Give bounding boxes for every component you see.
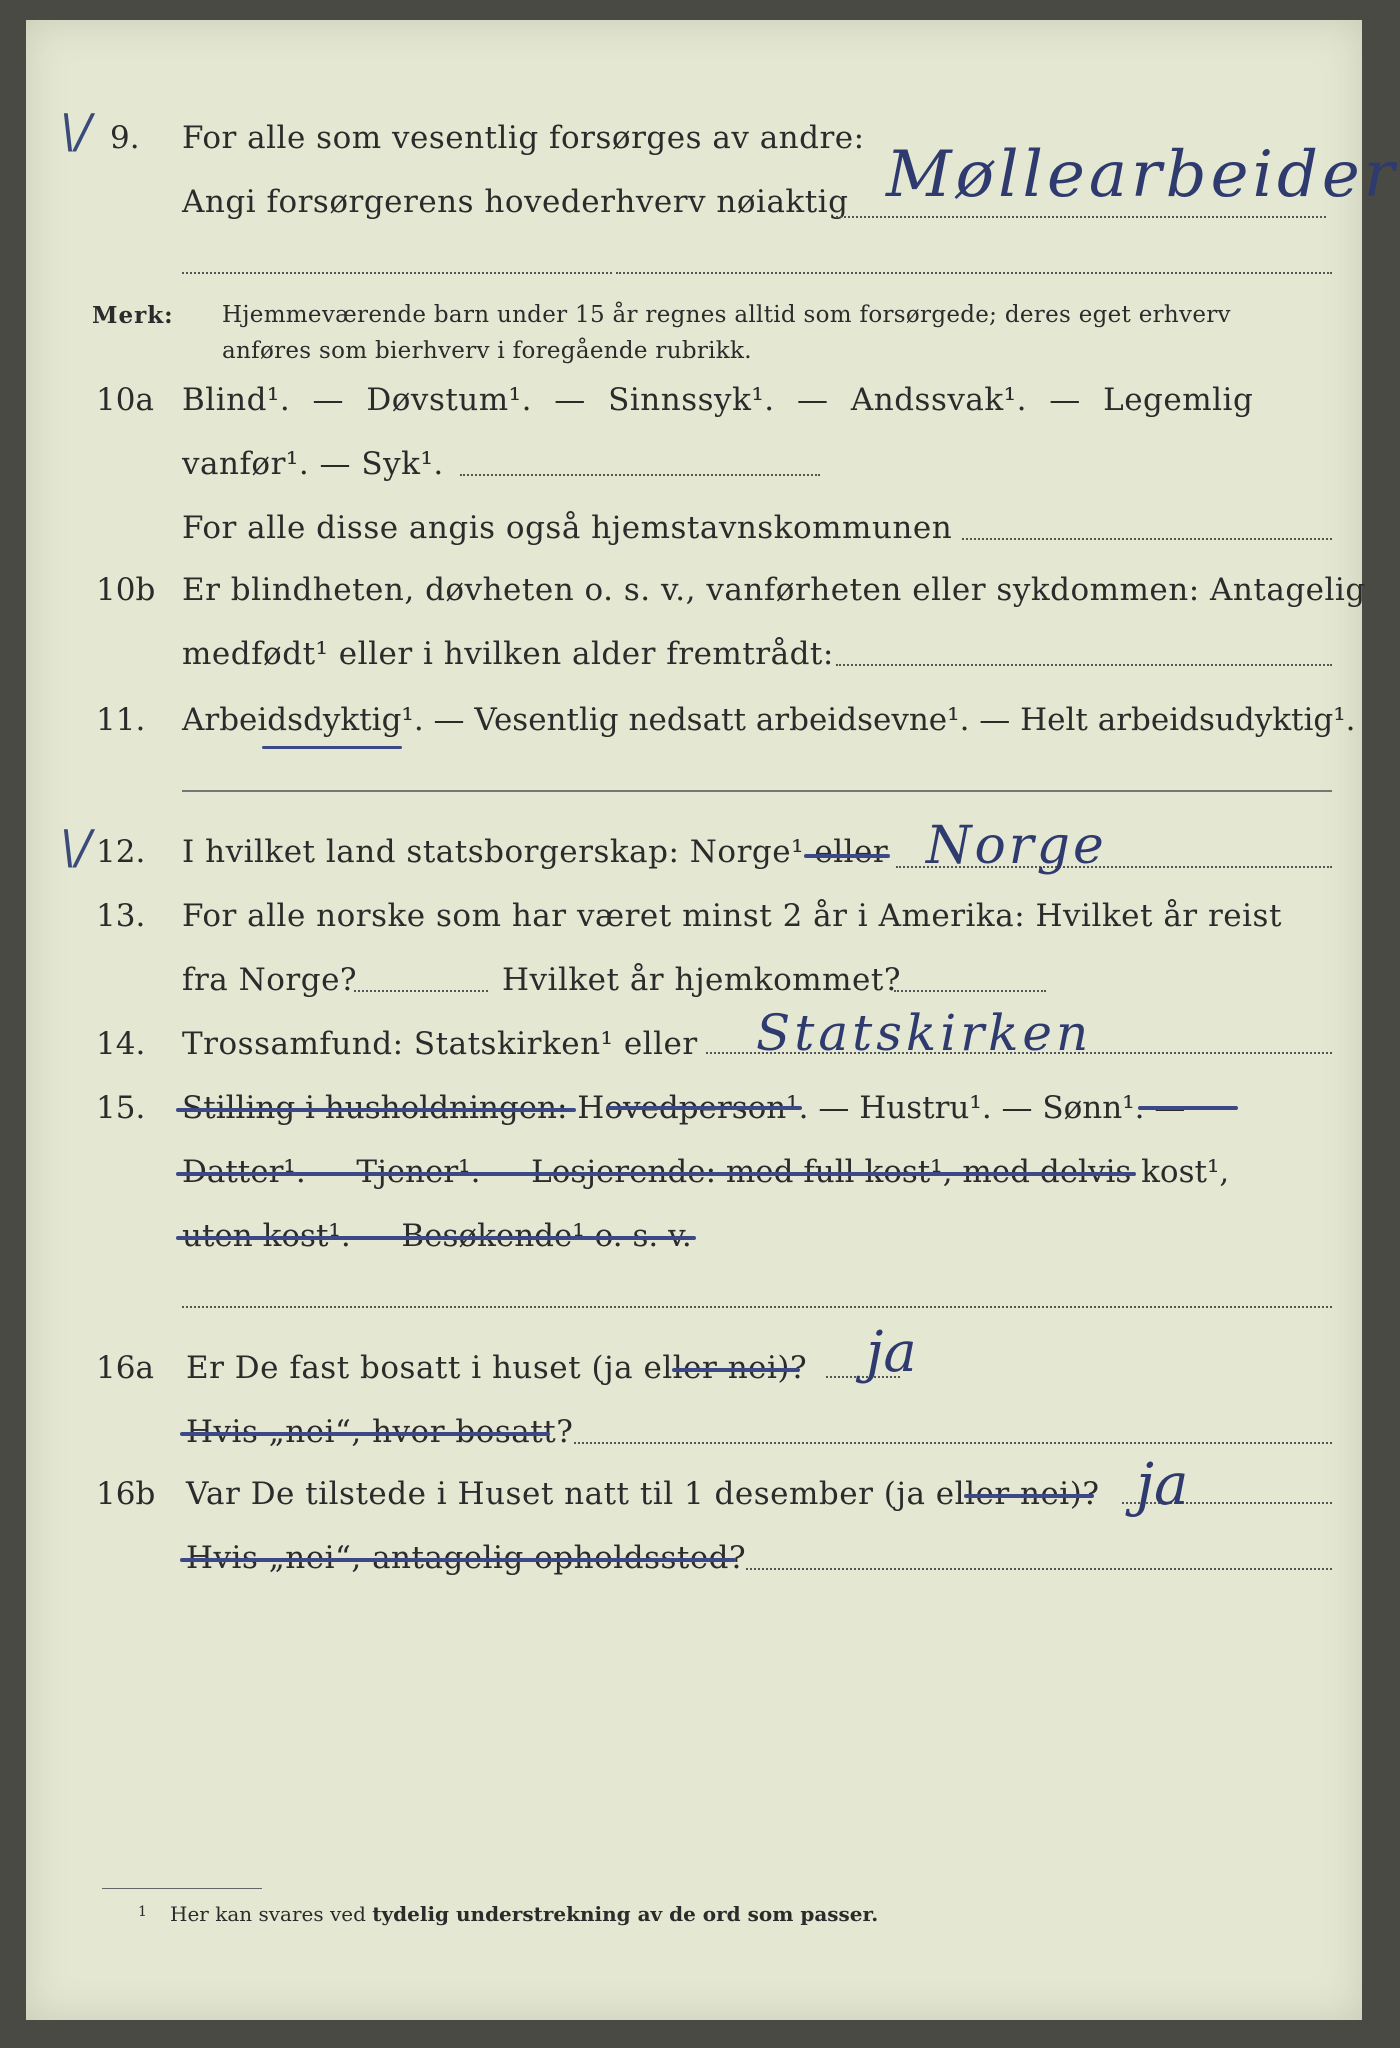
q9-second-line-left	[182, 272, 612, 274]
q15-strike-sonn	[1138, 1106, 1238, 1110]
q12-number: 12.	[96, 834, 146, 870]
q14-line1: Trossamfund: Statskirken¹ eller	[182, 1026, 698, 1062]
q16b-line2: Hvis „nei“, antagelig opholdssted?	[186, 1540, 747, 1576]
q10a-line2: vanfør¹. — Syk¹.	[182, 446, 444, 482]
q9-line2: Angi forsørgerens hovederhverv nøiaktig	[182, 184, 849, 220]
q16a-number: 16a	[96, 1350, 154, 1386]
check-mark-12: \/	[60, 820, 91, 874]
q14-handwritten-answer: Statskirken	[756, 1004, 1093, 1062]
q15-strike-stilling	[176, 1108, 576, 1112]
q16a-strike-eller-nei	[672, 1368, 800, 1372]
q15-line3: uten kost¹. — Besøkende¹ o. s. v.	[182, 1218, 692, 1254]
q9-second-line-right	[616, 272, 1332, 274]
q13-line2a: fra Norge?	[182, 962, 358, 998]
footnote-rule	[102, 1888, 262, 1889]
q16a-line2: Hvis „nei“, hvor bosatt?	[186, 1414, 574, 1450]
q13-line2b: Hvilket år hjemkommet?	[502, 962, 901, 998]
q16a-line1: Er De fast bosatt i huset (ja eller nei)?	[186, 1350, 808, 1386]
q13-reist-line	[354, 990, 488, 992]
q16a-handwritten-answer: ja	[866, 1320, 917, 1385]
q10b-answer-line	[836, 664, 1332, 666]
q14-number: 14.	[96, 1026, 146, 1062]
q10a-line3: For alle disse angis også hjemstavnskommunen	[182, 510, 953, 546]
q9-handwritten-answer: Møllearbeider	[886, 138, 1399, 212]
footnote-text-plain: Her kan svares ved	[170, 1902, 366, 1926]
q9-number: 9.	[110, 120, 140, 156]
q15-strike-hovedperson	[606, 1106, 802, 1110]
merk-line2: anføres som bierhverv i foregående rubrikk.	[222, 338, 752, 364]
q15-answer-line	[182, 1306, 1332, 1308]
q13-line1: For alle norske som har været minst 2 år i Amerika: Hvilket år reist	[182, 898, 1282, 934]
q10a-syk-line	[460, 474, 820, 476]
q16b-strike-eller-nei	[964, 1494, 1094, 1498]
q16b-line1: Var De tilstede i Huset natt til 1 desember (ja eller nei)?	[186, 1476, 1100, 1512]
q10b-line1: Er blindheten, døvheten o. s. v., vanførheten eller sykdommen: Antagelig	[182, 572, 1366, 608]
q11-number: 11.	[96, 702, 146, 738]
footnote-text	[170, 1902, 878, 1926]
q10a-line1: Blind¹. — Døvstum¹. — Sinnssyk¹. — Andssvak¹. — Legemlig	[182, 382, 1254, 418]
q11-separator	[182, 790, 1332, 792]
census-form-page	[26, 20, 1399, 2020]
merk-label: Merk:	[92, 302, 174, 329]
q9-answer-line	[836, 216, 1326, 218]
footnote-mark: 1	[138, 1904, 147, 1920]
q12-line1: I hvilket land statsborgerskap: Norge¹ eller	[182, 834, 889, 870]
q10a-number: 10a	[96, 382, 154, 418]
q15-number: 15.	[96, 1090, 146, 1126]
q16a-strike-hvis-nei	[180, 1432, 550, 1436]
q16b-number: 16b	[96, 1476, 156, 1512]
footnote-text-bold: tydelig understrekning av de ord som passer.	[372, 1902, 879, 1926]
q13-number: 13.	[96, 898, 146, 934]
q10a-hjemstavn-line	[962, 538, 1332, 540]
q15-line1: Stilling i husholdningen: Hovedperson¹. — Hustru¹. — Sønn¹. —	[182, 1090, 1186, 1126]
check-mark-9: \/	[60, 104, 91, 158]
q12-handwritten-answer: Norge	[926, 816, 1107, 876]
q10b-line2: medfødt¹ eller i hvilken alder fremtrådt:	[182, 636, 834, 672]
q16b-handwritten-answer: ja	[1136, 1450, 1189, 1518]
q9-line1: For alle som vesentlig forsørges av andre:	[182, 120, 865, 156]
q13-hjemkommet-line	[894, 990, 1046, 992]
q16b-opholdssted-line	[746, 1568, 1332, 1570]
q11-line1: Arbeidsdyktig¹. — Vesentlig nedsatt arbeidsevne¹. — Helt arbeidsudyktig¹.	[182, 702, 1356, 738]
q15-line2: Datter¹. — Tjener¹. — Losjerende: med full kost¹, med delvis kost¹,	[182, 1154, 1230, 1190]
q16b-strike-hvis-nei	[180, 1558, 736, 1562]
merk-line1: Hjemmeværende barn under 15 år regnes alltid som forsørgede; deres eget erhverv	[222, 302, 1231, 328]
q10b-number: 10b	[96, 572, 156, 608]
q11-underline-arbeidsdyktig	[262, 746, 402, 749]
q16a-bosatt-line	[574, 1442, 1332, 1444]
q12-strike-eller	[804, 854, 890, 858]
q15-strike-datter-line	[176, 1172, 1136, 1176]
q15-strike-uten-kost	[176, 1236, 696, 1240]
